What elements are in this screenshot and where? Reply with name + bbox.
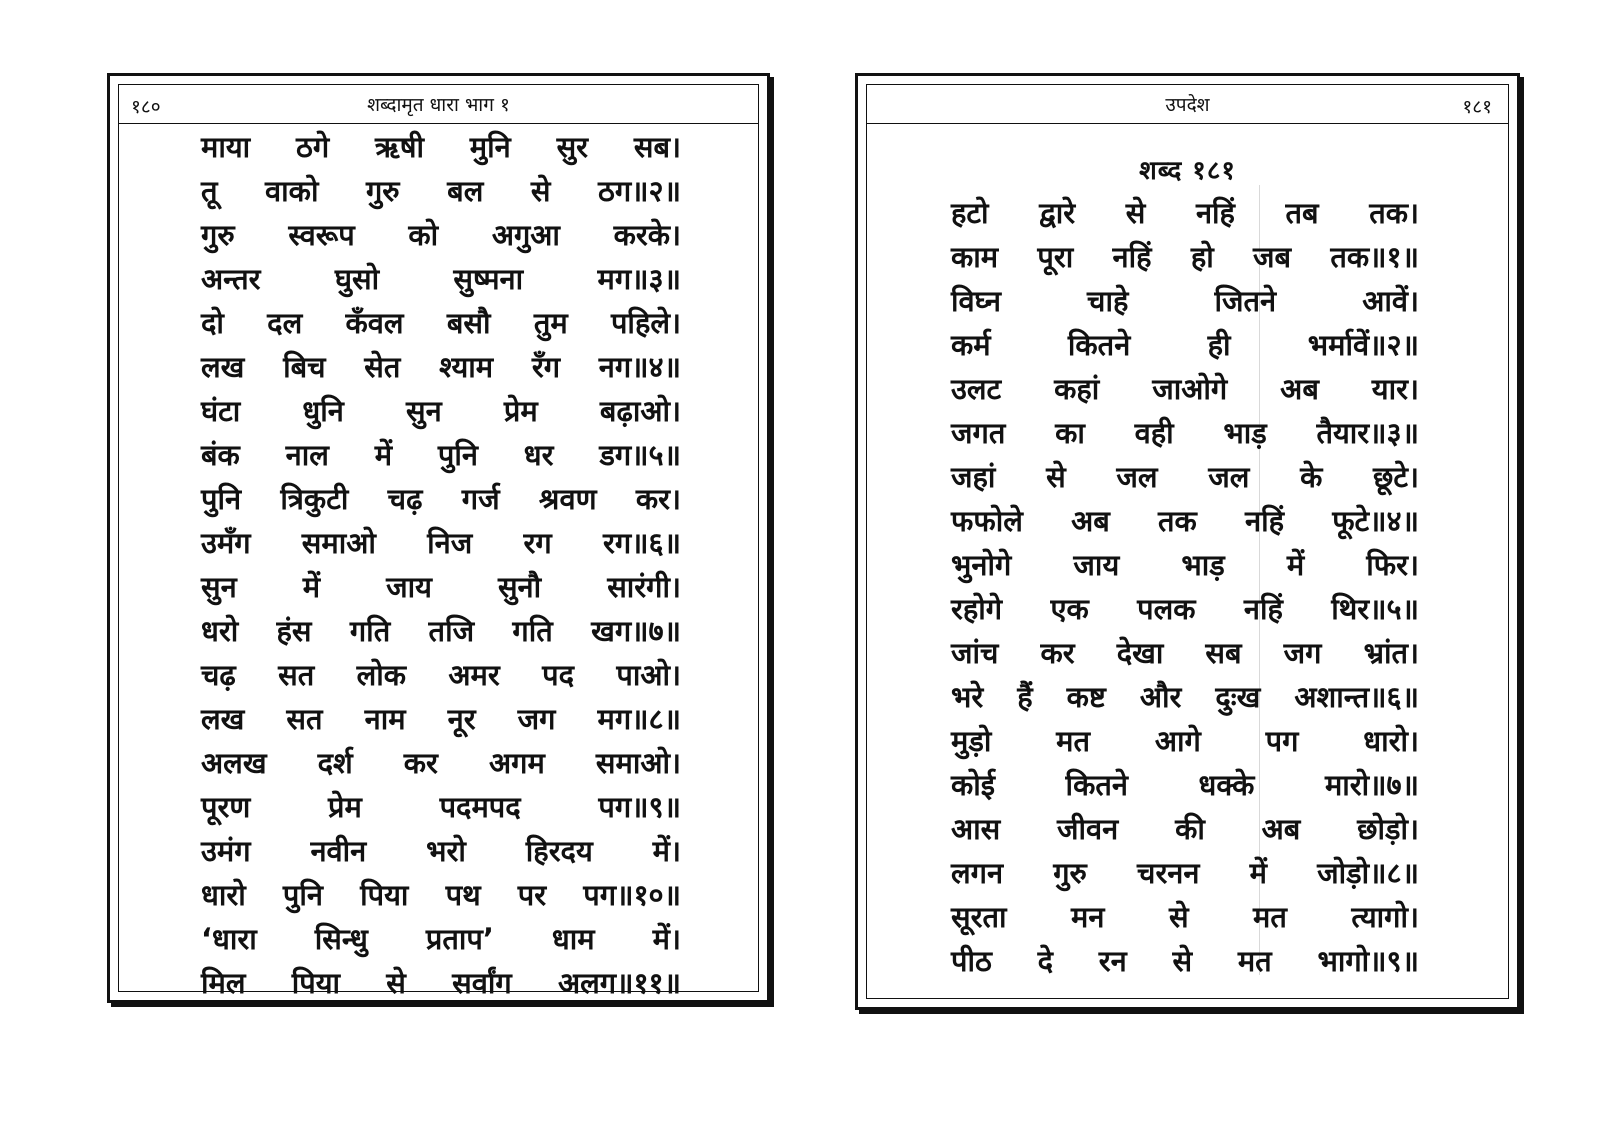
- verse-line: चढ़ सत लोक अमर पद पाओ।: [201, 658, 681, 692]
- verse-line: विघ्न चाहे जितने आवें।: [951, 284, 1419, 318]
- right-verse-list: [867, 191, 1419, 983]
- left-page-frame: [118, 84, 759, 1000]
- verse-line: लख सत नाम नूर जग मग॥८॥: [201, 702, 681, 736]
- verse-line: उमँग समाओ निज रग रग॥६॥: [201, 526, 681, 560]
- shabd-heading: शब्द १८१: [1139, 156, 1236, 186]
- right-page: [855, 73, 1520, 1010]
- verse-line: उलट कहां जाओगे अब यार।: [951, 372, 1419, 406]
- verse-line: कोई कितने धक्के मारो॥७॥: [951, 768, 1419, 802]
- verse-line: पूरण प्रेम पदमपद पग॥९॥: [201, 790, 681, 824]
- verse-line: सुन में जाय सुनौ सारंगी।: [201, 570, 681, 604]
- left-page-header: [119, 85, 758, 124]
- verse-line: दो दल कँवल बसौ तुम पहिले।: [201, 306, 681, 340]
- right-running-title: उपदेश: [1165, 94, 1210, 116]
- verse-line: मुड़ो मत आगे पग धारो।: [951, 724, 1419, 758]
- left-running-title: शब्दामृत धारा भाग १: [367, 94, 510, 116]
- verse-line: गुरु स्वरूप को अगुआ करके।: [201, 218, 681, 252]
- verse-line: रहोगे एक पलक नहिं थिर॥५॥: [951, 592, 1419, 626]
- verse-line: मिल पिया से सर्वांग अलग॥११॥: [201, 966, 681, 1000]
- left-page-number: १८०: [131, 96, 161, 118]
- verse-line: जहां से जल जल के छूटे।: [951, 460, 1419, 494]
- verse-line: कर्म कितने ही भर्मावें॥२॥: [951, 328, 1419, 362]
- left-verse-list: [119, 125, 681, 1005]
- verse-line: पुनि त्रिकुटी चढ़ गर्ज श्रवण कर।: [201, 482, 681, 516]
- verse-line: माया ठगे ऋषी मुनि सुर सब।: [201, 130, 681, 164]
- verse-line: तू वाको गुरु बल से ठग॥२॥: [201, 174, 681, 208]
- verse-line: अलख दर्श कर अगम समाओ।: [201, 746, 681, 780]
- verse-line: पीठ दे रन से मत भागो॥९॥: [951, 944, 1419, 978]
- verse-line: ‘धारा सिन्धु प्रताप’ धाम में।: [201, 922, 681, 956]
- left-page: [107, 73, 770, 1003]
- verse-line: हटो द्वारे से नहिं तब तक।: [951, 196, 1419, 230]
- verse-line: सूरता मन से मत त्यागो।: [951, 900, 1419, 934]
- verse-line: उमंग नवीन भरो हिरदय में।: [201, 834, 681, 868]
- verse-line: अन्तर घुसो सुष्मना मग॥३॥: [201, 262, 681, 296]
- verse-line: आस जीवन की अब छोड़ो।: [951, 812, 1419, 846]
- verse-line: भुनोगे जाय भाड़ में फिर।: [951, 548, 1419, 582]
- verse-line: काम पूरा नहिं हो जब तक॥१॥: [951, 240, 1419, 274]
- right-page-frame: [866, 84, 1509, 999]
- verse-line: लगन गुरु चरनन में जोड़ो॥८॥: [951, 856, 1419, 890]
- verse-line: धरो हंस गति तजि गति खग॥७॥: [201, 614, 681, 648]
- verse-line: लख बिच सेत श्याम रँग नग॥४॥: [201, 350, 681, 384]
- verse-line: भरे हैं कष्ट और दुःख अशान्त॥६॥: [951, 680, 1419, 714]
- verse-line: घंटा धुनि सुन प्रेम बढ़ाओ।: [201, 394, 681, 428]
- verse-line: जगत का वही भाड़ तैयार॥३॥: [951, 416, 1419, 450]
- verse-line: फफोले अब तक नहिं फूटे॥४॥: [951, 504, 1419, 538]
- right-page-number: १८१: [1462, 96, 1492, 118]
- verse-line: बंक नाल में पुनि धर डग॥५॥: [201, 438, 681, 472]
- verse-line: धारो पुनि पिया पथ पर पग॥१०॥: [201, 878, 681, 912]
- verse-line: जांच कर देखा सब जग भ्रांत।: [951, 636, 1419, 670]
- right-page-header: [867, 85, 1508, 124]
